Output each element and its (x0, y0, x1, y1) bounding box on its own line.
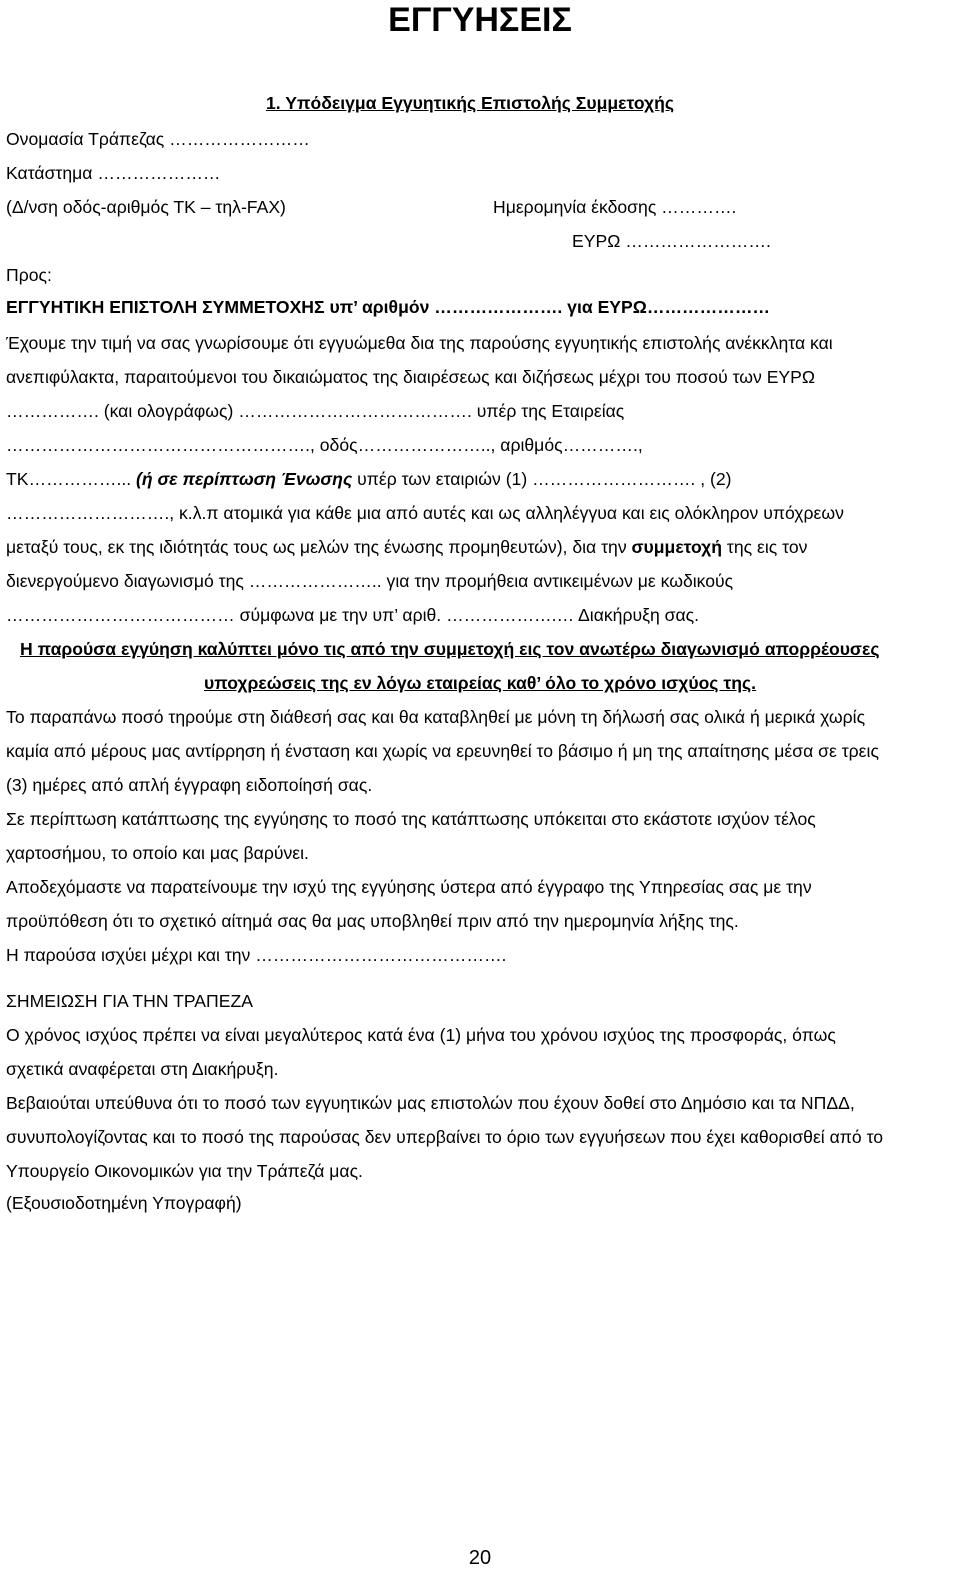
body-line (6, 468, 731, 490)
recipient-label: Προς: (6, 265, 52, 285)
body-line: ………………………………… σύμφωνα με την υπ’ αριθ. ……………….… Διακήρυξη σας. (6, 605, 700, 625)
body-text: μεταξύ τους, εκ της ιδιότητάς τους ως μελών της ένωσης προμηθευτών), δια την (6, 537, 632, 557)
address-line: (Δ/νση οδός-αριθμός ΤΚ – τηλ-FAX) (6, 197, 286, 217)
body-text: της εις τον (722, 537, 808, 557)
postal-code-text: ΤΚ……………... (6, 469, 137, 489)
page-title: ΕΓΓΥΗΣΕΙΣ (388, 1, 572, 39)
body-line: Το παραπάνω ποσό τηρούμε στη διάθεσή σας και θα καταβληθεί με μόνη τη δήλωσή σας ολικά ή μερικά χωρίς (6, 707, 866, 727)
body-line: (3) ημέρες από απλή έγγραφη ειδοποίησή σας. (6, 775, 373, 795)
body-line: Αποδεχόμαστε να παρατείνουμε την ισχύ της εγγύησης ύστερα από έγγραφο της Υπηρεσίας σας με την (6, 877, 812, 897)
body-line: Σε περίπτωση κατάπτωσης της εγγύησης το ποσό της κατάπτωσης υπόκειται στο εκάστοτε ισχύον τέλος (6, 809, 816, 829)
bank-name-line: Ονομασία Τράπεζας …………………… (6, 129, 310, 149)
body-line: διενεργούμενο διαγωνισμό της ………………….. για την προμήθεια αντικειμένων με κωδικούς (6, 571, 734, 591)
bank-note-heading: ΣΗΜΕΙΩΣΗ ΓΙΑ ΤΗΝ ΤΡΑΠΕΖΑ (6, 991, 253, 1011)
body-line: χαρτοσήμου, το οποίο και μας βαρύνει. (6, 843, 309, 863)
branch-line: Κατάστημα ………………… (6, 163, 221, 183)
euro-amount-line: ΕΥΡΩ ……………………. (572, 231, 771, 251)
note-line: Υπουργείο Οικονομικών για την Τράπεζά μας. (6, 1161, 363, 1181)
issue-date-line: Ημερομηνία έκδοσης …………. (493, 197, 737, 217)
note-line: σχετικά αναφέρεται στη Διακήρυξη. (6, 1059, 279, 1079)
body-line: ………………………., κ.λ.π ατομικά για κάθε μια από αυτές και ως αλληλέγγυα και εις ολόκληρον υπόχρεων (6, 503, 844, 523)
coverage-statement: Η παρούσα εγγύηση καλύπτει μόνο τις από την συμμετοχή εις τον ανωτέρω διαγωνισμό απορρέουσες (20, 639, 880, 659)
body-line: ανεπιφύλακτα, παραιτούμενοι του δικαιώματος της διαιρέσεως και διζήσεως μέχρι του ποσού των ΕΥΡΩ (6, 367, 816, 387)
body-line: καμία από μέρους μας αντίρρηση ή ένσταση και χωρίς να ερευνηθεί το βάσιμο ή μη της απαίτησης μέσα σε τρεις (6, 741, 879, 761)
body-line: ……………………………………………., οδός………………….., αριθμός…………., (6, 435, 643, 455)
note-line: Ο χρόνος ισχύος πρέπει να είναι μεγαλύτερος κατά ένα (1) μήνα του χρόνου ισχύος της προσφοράς, όπως (6, 1025, 836, 1045)
body-line: προϋπόθεση ότι το σχετικό αίτημά σας θα μας υποβληθεί πριν από την ημερομηνία λήξης της. (6, 911, 739, 931)
participation-emphasis: συμμετοχή (631, 537, 723, 557)
note-line: συνυπολογίζοντας και το ποσό της παρούσας δεν υπερβαίνει το όριο των εγγυήσεων που έχει καθορισθεί από το (6, 1127, 884, 1147)
joint-venture-note: (ή σε περίπτωση Ένωσης (136, 469, 353, 489)
body-line: ……………. (και ολογράφως) …………………………………. υπέρ της Εταιρείας (6, 401, 625, 421)
page-number: 20 (468, 1547, 492, 1569)
body-line (6, 536, 807, 558)
coverage-statement-cont: υποχρεώσεις της εν λόγω εταιρείας καθ’ όλο το χρόνο ισχύος της. (204, 673, 756, 693)
body-line: Έχουμε την τιμή να σας γνωρίσουμε ότι εγγυώμεθα δια της παρούσης εγγυητικής επιστολής ανέκκλητα και (6, 333, 833, 353)
signature-line: (Εξουσιοδοτημένη Υπογραφή) (6, 1193, 242, 1213)
note-line: Βεβαιούται υπεύθυνα ότι το ποσό των εγγυητικών μας επιστολών που έχουν δοθεί στο Δημόσιο και τα ΝΠΔΔ, (6, 1093, 855, 1113)
validity-line: Η παρούσα ισχύει μέχρι και την ……………………………………. (6, 945, 507, 965)
section-subheading: 1. Υπόδειγμα Εγγυητικής Επιστολής Συμμετοχής (266, 93, 674, 113)
guarantee-number-line: ΕΓΓΥΗΤΙΚΗ ΕΠΙΣΤΟΛΗ ΣΥΜΜΕΤΟΧΗΣ υπ’ αριθμόν …………………. για ΕΥΡΩ………………… (6, 297, 771, 317)
companies-text: υπέρ των εταιριών (1) ………………………. , (2) (352, 469, 732, 489)
